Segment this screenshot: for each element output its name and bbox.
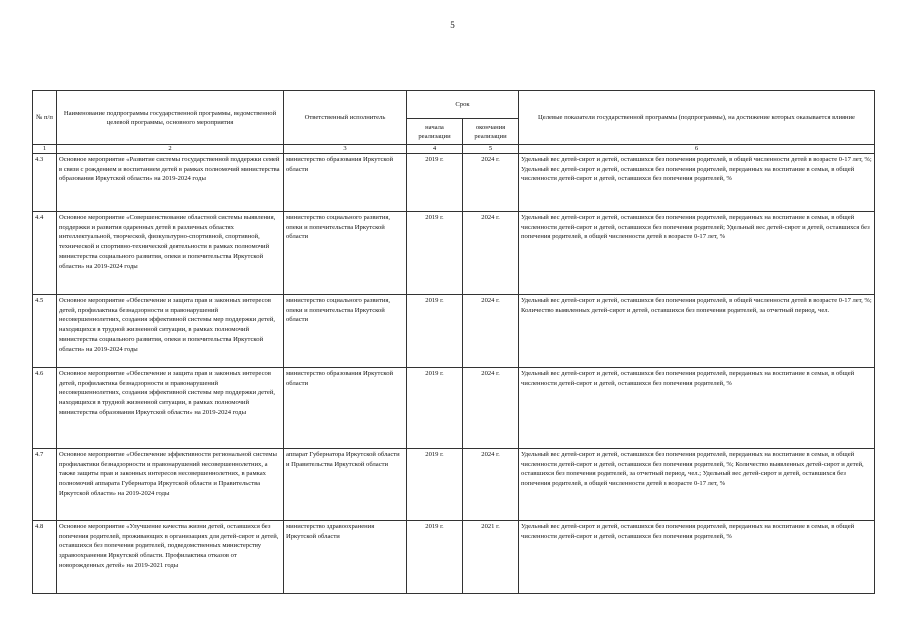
header-targets: Целевые показатели государственной программы (подпрограммы), на достижение которых оказывается влияние bbox=[519, 91, 875, 145]
table-row bbox=[33, 295, 875, 368]
row-responsible: аппарат Губернатора Иркутской области и Правительства Иркутской области bbox=[284, 449, 407, 521]
header-num: № п/п bbox=[33, 91, 57, 145]
row-number: 4.5 bbox=[33, 295, 57, 368]
header-term: Срок bbox=[407, 91, 519, 119]
row-number: 4.6 bbox=[33, 368, 57, 449]
row-responsible: министерство образования Иркутской области bbox=[284, 368, 407, 449]
row-number: 4.3 bbox=[33, 154, 57, 212]
column-number: 6 bbox=[519, 145, 875, 154]
row-end: 2024 г. bbox=[463, 154, 519, 212]
page-number: 5 bbox=[450, 20, 455, 30]
column-number: 2 bbox=[57, 145, 284, 154]
row-end: 2024 г. bbox=[463, 368, 519, 449]
row-name: Основное мероприятие «Совершенствование областной системы выявления, поддержки и развития одаренных детей в различных областях интеллектуальной, творческой, физкультурно-спортивной, спортивной, технической и спортивно-технической деятельности в рамках полномочий министерства социального развития, опеки и попечительства Иркутской области» на 2019-2024 годы bbox=[57, 212, 284, 295]
header-start: начала реализации bbox=[407, 119, 463, 145]
row-end: 2024 г. bbox=[463, 449, 519, 521]
table-row bbox=[33, 449, 875, 521]
header-end: окончания реализации bbox=[463, 119, 519, 145]
header-responsible: Ответственный исполнитель bbox=[284, 91, 407, 145]
row-name: Основное мероприятие «Улучшение качества жизни детей, оставшихся без попечения родителей, проживающих в организациях для детей-сирот и детей, оставшихся без попечения родителей, подведомственных министерству здравоохранения Иркутской области. Профилактика отказов от новорожденных детей» на 2019-2021 годы bbox=[57, 521, 284, 594]
row-end: 2021 г. bbox=[463, 521, 519, 594]
row-targets: Удельный вес детей-сирот и детей, оставшихся без попечения родителей, переданных на воспитание в семьи, в общей численности детей-сирот и детей, оставшихся без попечения родителей, % bbox=[519, 521, 875, 594]
row-targets: Удельный вес детей-сирот и детей, оставшихся без попечения родителей, переданных на воспитание в семьи, в общей численности детей-сирот и детей, оставшихся без попечения родителей, % bbox=[519, 368, 875, 449]
row-responsible: министерство социального развития, опеки и попечительства Иркутской области bbox=[284, 212, 407, 295]
row-targets: Удельный вес детей-сирот и детей, оставшихся без попечения родителей, в общей численности детей в возрасте 0-17 лет, %; Удельный вес детей-сирот и детей, оставшихся без попечения родителей, переданных на воспитание в семьи, в общей численности детей-сирот и детей, оставшихся без попечения родителей, % bbox=[519, 154, 875, 212]
row-name: Основное мероприятие «Развитие системы государственной поддержки семей в связи с рождением и воспитанием детей в рамках полномочий министерства образования Иркутской области» на 2019-2024 годы bbox=[57, 154, 284, 212]
column-number: 5 bbox=[463, 145, 519, 154]
row-number: 4.4 bbox=[33, 212, 57, 295]
row-end: 2024 г. bbox=[463, 295, 519, 368]
column-number: 4 bbox=[407, 145, 463, 154]
row-targets: Удельный вес детей-сирот и детей, оставшихся без попечения родителей, переданных на воспитание в семьи, в общей численности детей-сирот и детей, оставшихся без попечения родителей, %; Количество выявленных детей-сирот и детей, оставшихся без попечения родителей, за отчетный период, чел.; Удельный вес детей-сирот и детей, оставшихся без попечения родителей, в общей численности детей в возрасте 0-17 лет, % bbox=[519, 449, 875, 521]
column-number: 1 bbox=[33, 145, 57, 154]
row-number: 4.7 bbox=[33, 449, 57, 521]
row-name: Основное мероприятие «Обеспечение и защита прав и законных интересов детей, профилактика безнадзорности и правонарушений несовершеннолетних, создания эффективной системы мер поддержки детей, находящихся в трудной жизненной ситуации, в рамках полномочий министерства образования Иркутской области» на 2019-2024 годы bbox=[57, 368, 284, 449]
row-targets: Удельный вес детей-сирот и детей, оставшихся без попечения родителей, в общей численности детей в возрасте 0-17 лет, %; Количество выявленных детей-сирот и детей, оставшихся без попечения родителей, за отчетный период, чел. bbox=[519, 295, 875, 368]
row-responsible: министерство социального развития, опеки и попечительства Иркутской области bbox=[284, 295, 407, 368]
row-start: 2019 г. bbox=[407, 521, 463, 594]
row-start: 2019 г. bbox=[407, 154, 463, 212]
row-responsible: министерство образования Иркутской области bbox=[284, 154, 407, 212]
table-row bbox=[33, 212, 875, 295]
row-start: 2019 г. bbox=[407, 368, 463, 449]
program-table bbox=[32, 90, 875, 594]
row-start: 2019 г. bbox=[407, 212, 463, 295]
row-number: 4.8 bbox=[33, 521, 57, 594]
column-number: 3 bbox=[284, 145, 407, 154]
row-end: 2024 г. bbox=[463, 212, 519, 295]
table-row bbox=[33, 368, 875, 449]
header-name: Наименование подпрограммы государственной программы, ведомственной целевой программы, основного мероприятия bbox=[57, 91, 284, 145]
row-responsible: министерство здравоохранения Иркутской области bbox=[284, 521, 407, 594]
row-targets: Удельный вес детей-сирот и детей, оставшихся без попечения родителей, переданных на воспитание в семьи, в общей численности детей-сирот и детей, оставшихся без попечения родителей; Удельный вес детей-сирот и детей, оставшихся без попечения родителей, в общей численности детей в возрасте 0-17 лет, % bbox=[519, 212, 875, 295]
column-number-row bbox=[33, 145, 875, 154]
row-start: 2019 г. bbox=[407, 295, 463, 368]
row-start: 2019 г. bbox=[407, 449, 463, 521]
row-name: Основное мероприятие «Обеспечение и защита прав и законных интересов детей, профилактика безнадзорности и правонарушений несовершеннолетних, создания эффективной системы мер поддержки детей, находящихся в трудной жизненной ситуации, в рамках полномочий министерства социального развития, опеки и попечительства Иркутской области» на 2019-2024 годы bbox=[57, 295, 284, 368]
table-row bbox=[33, 521, 875, 594]
row-name: Основное мероприятие «Обеспечение эффективности региональной системы профилактики безнадзорности и правонарушений несовершеннолетних, а также защиты прав и законных интересов несовершеннолетних, в рамках полномочий аппарата Губернатора Иркутской области и Правительства Иркутской области» на 2019-2024 годы bbox=[57, 449, 284, 521]
table-row bbox=[33, 154, 875, 212]
